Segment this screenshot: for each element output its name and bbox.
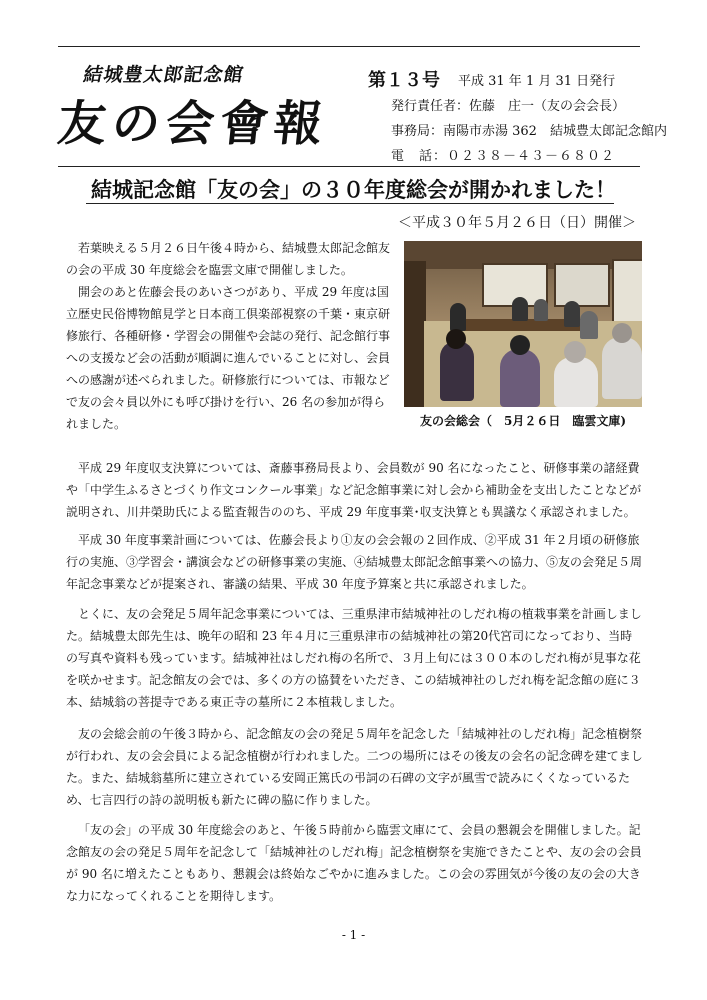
article-paragraph: 開会のあと佐藤会長のあいさつがあり、平成 29 年度は国立歴史民俗博物館見学と日本商工倶楽部視察の千葉・東京研修旅行、各種研修・学習会の開催や会誌の発行、記念館行事への支援など会の活動が順調に進んでいることに対し、会員への感謝が述べられました。研修旅行については、市報などで友の会々員以外にも呼び掛けを行い、26 名の参加が得られました。 <box>66 285 391 431</box>
article-paragraph: 若葉映える５月２６日午後４時から、結城豊太郎記念館友の会の平成 30 年度総会を臨雲文庫で開催しました。 <box>66 241 391 277</box>
event-date: ＜平成３０年５月２６日（日）開催＞ <box>398 215 636 231</box>
issue-number: 第１３号 <box>368 70 440 91</box>
article-paragraph: 友の会総会前の午後３時から、記念館友の会の発足５周年を記念した「結城神社のしだれ梅」記念植樹祭が行われ、友の会会員による記念植樹が行われました。二つの場所にはその後友の会名の記念碑を建てました。また、結城翁墓所に建立されている安岡正篤氏の弔詞の石碑の文字が風雪で読みにくくなっているため、七言四行の詩の説明板も新たに碑の脇に作りました。 <box>66 727 643 807</box>
meeting-photo <box>404 241 642 407</box>
headline-underline <box>86 203 614 204</box>
issue-date: 平成 31 年 1 月 31 日発行 <box>458 74 616 89</box>
newsletter-masthead: 友の会會報 <box>55 96 331 152</box>
header-top-rule <box>58 46 640 47</box>
article-headline: 結城記念館「友の会」の３０年度総会が開かれました！ <box>91 177 616 202</box>
publisher-info: 発行責任者：佐藤 庄一（友の会会長） <box>391 99 626 114</box>
museum-logo-text: 結城豊太郎記念館 <box>81 64 246 86</box>
article-paragraph: 「友の会」の平成 30 年度総会のあと、午後５時前から臨雲文庫にて、会員の懇親会を開催しました。記念館友の会の発足５周年を記念して「結城神社のしだれ梅」記念植樹祭を実施できたことや、友の会の会員が 90 名に増えたこともあり、懇親会は終始なごやかに進みました。この会の雰囲気が今後の友の会の大きな力になってくれることを期待します。 <box>66 823 642 903</box>
article-paragraph: 平成 29 年度収支決算については、斎藤事務局長より、会員数が 90 名になったこと、研修事業の諸経費や「中学生ふるさとづくり作文コンクール事業」など記念館事業に対し会から補助金を支出したことなどが説明され、川井榮助氏による監査報告ののち、平成 29 年度事業･収支決算とも異議なく承認されました。 <box>66 461 642 519</box>
photo-caption: 友の会総会（ 5月２６日 臨雲文庫) <box>419 414 627 428</box>
article-paragraph: 平成 30 年度事業計画については、佐藤会長より①友の会会報の２回作成、②平成 31 年２月頃の研修旅行の実施、③学習会・講演会などの研修事業の実施、④結城豊太郎記念館事業への協力、⑤友の会発足５周年記念事業などが提案され、審議の結果、平成 30 年度予算案と共に承認されました。 <box>66 533 643 591</box>
office-address: 事務局：南陽市赤湯 362 結城豊太郎記念館内 <box>391 124 667 139</box>
page-number: - 1 - <box>341 928 366 942</box>
header-bottom-rule <box>58 166 640 167</box>
phone-number: 電 話：０２３８－４３－６８０２ <box>391 149 616 164</box>
article-paragraph: とくに、友の会発足５周年記念事業については、三重県津市結城神社のしだれ梅の植栽事業を計画しました。結城豊太郎先生は、晩年の昭和 23 年４月に三重県津市の結城神社の第20代宮司になっており、当時の写真や資料も残っています。結城神社はしだれ梅の名所で、３月上旬には３００本のしだれ梅が見事な花を咲かせます。記念館友の会では、多くの方の協賛をいただき、この結城神社のしだれ梅を記念館の庭に３本、結城翁の菩提寺である東正寺の墓所に２本植栽しました。 <box>66 607 642 709</box>
